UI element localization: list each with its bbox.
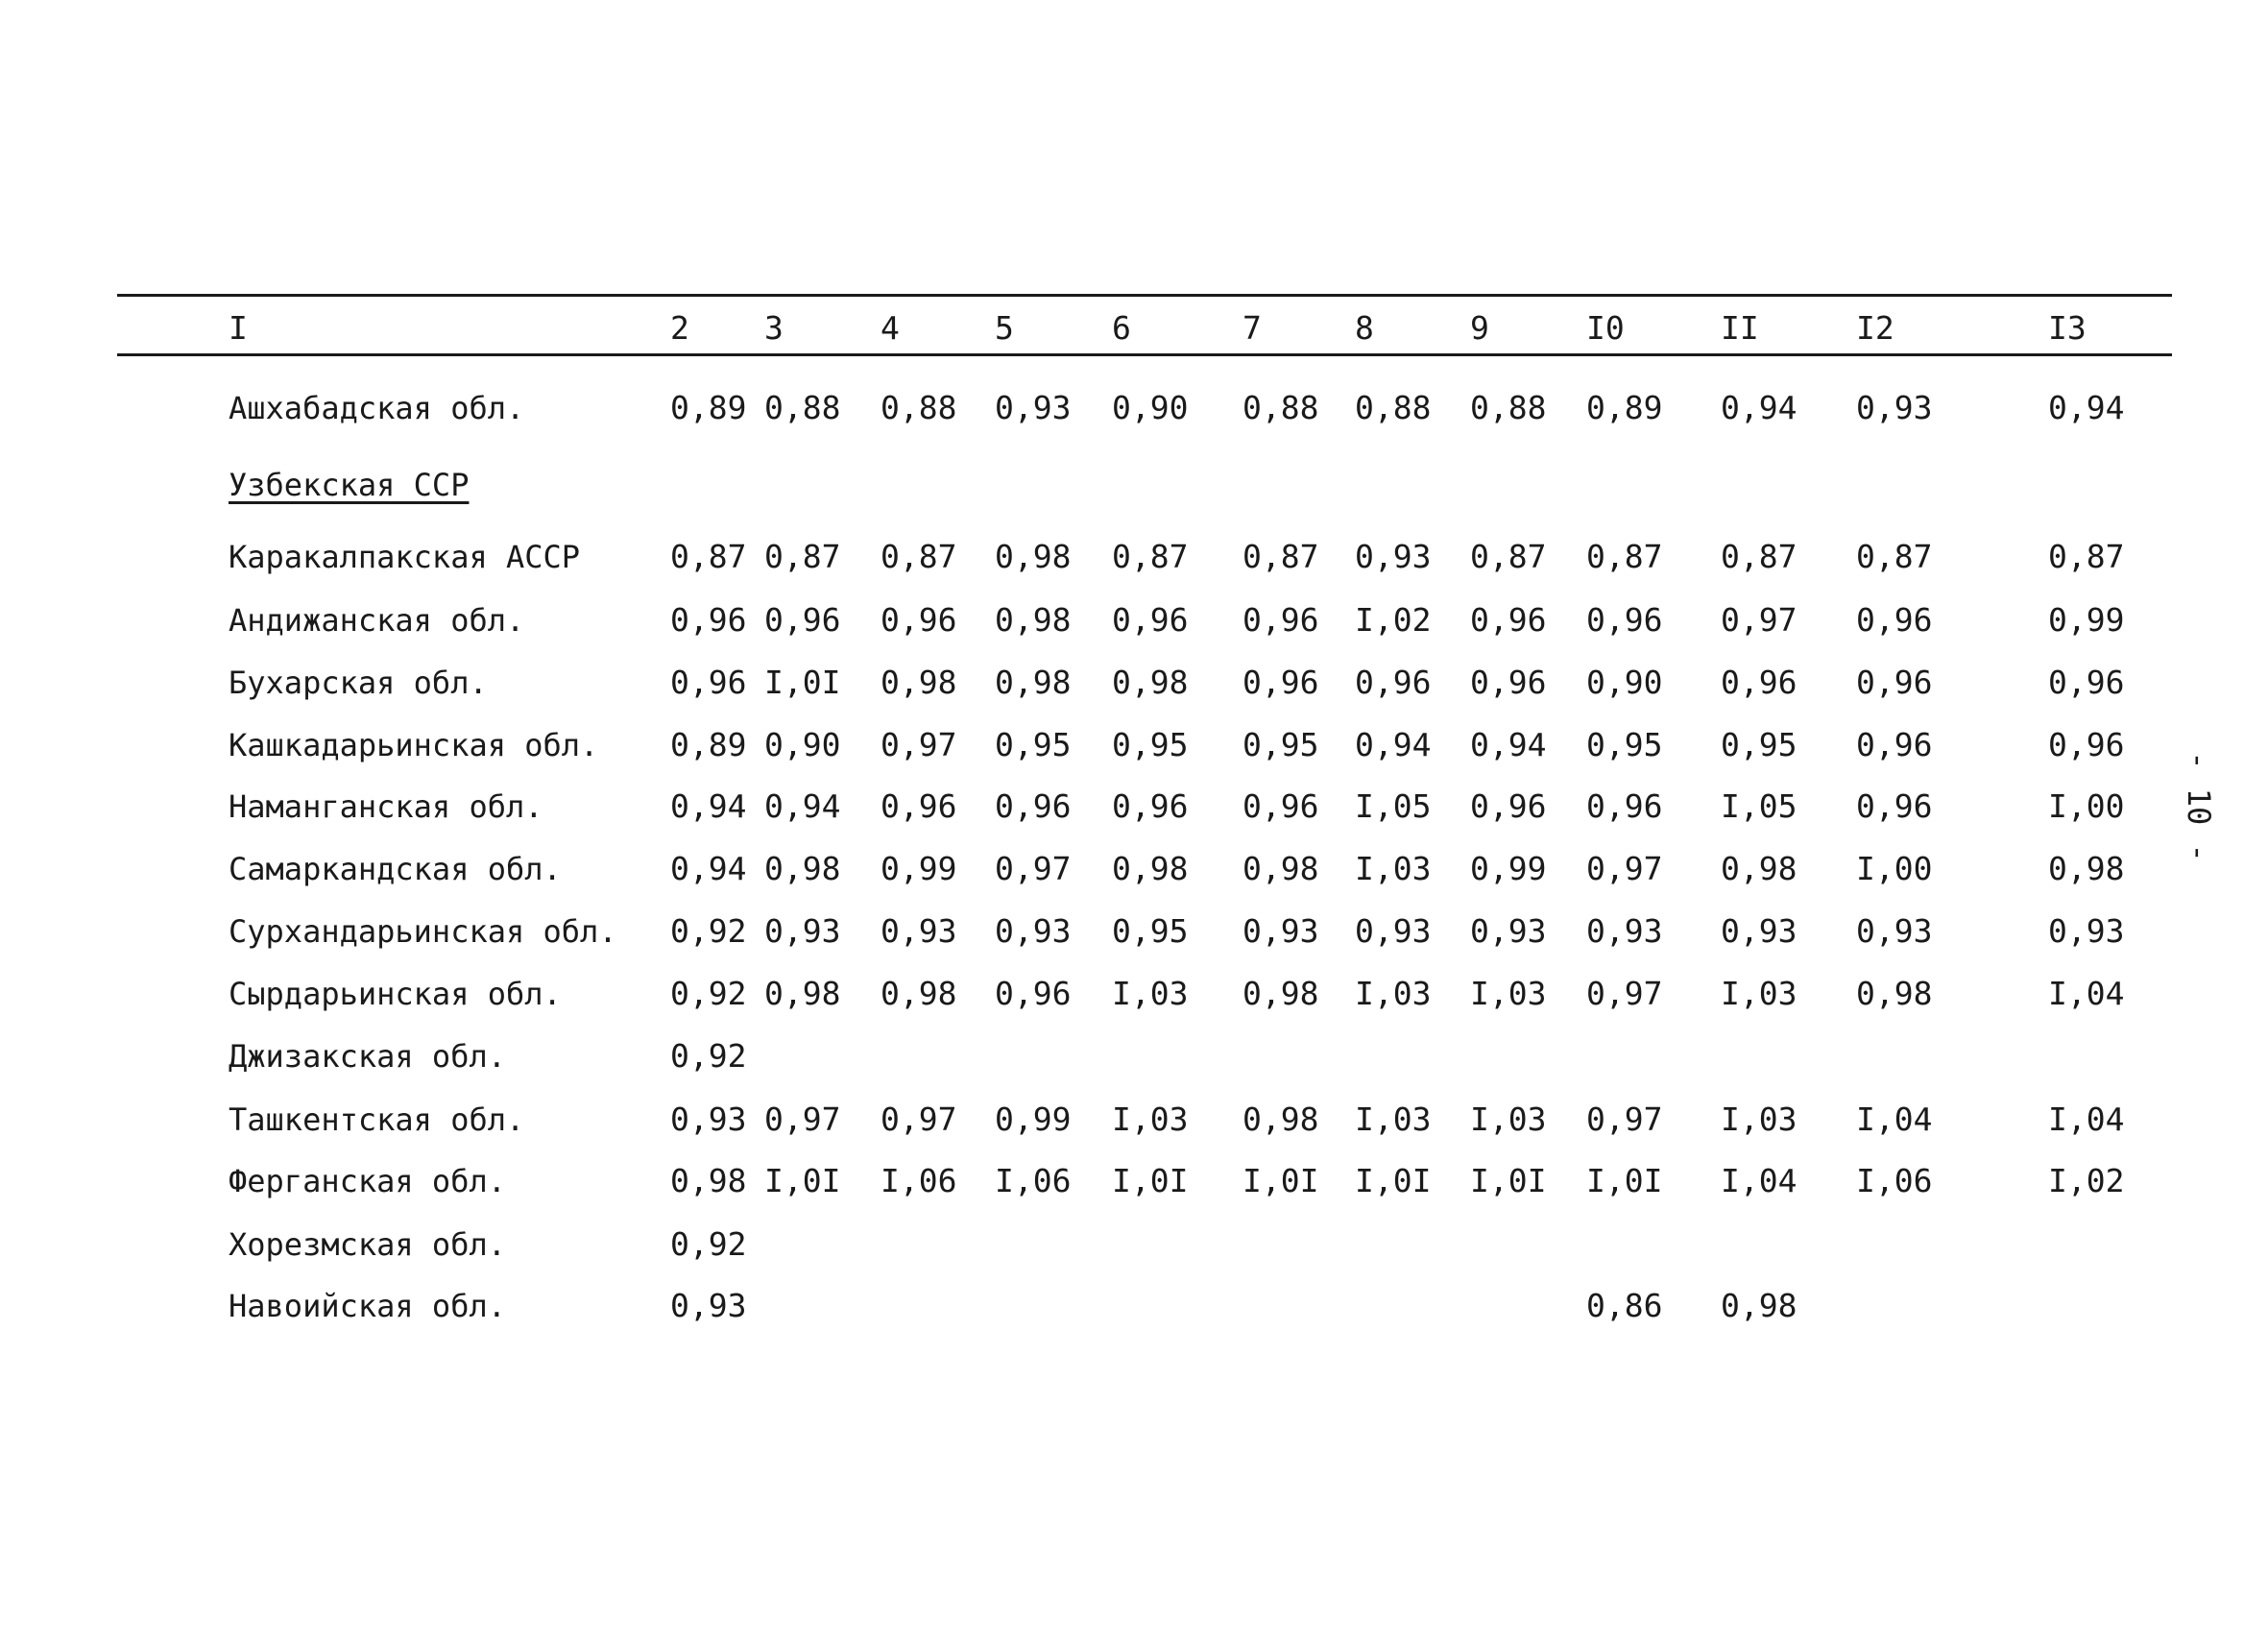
value-cell: 0,96 (1243, 664, 1319, 701)
value-cell: 0,98 (1243, 975, 1319, 1012)
value-cell: I,02 (1355, 601, 1432, 639)
value-cell: I,04 (1856, 1101, 1933, 1138)
value-cell: I,03 (1721, 1101, 1798, 1138)
value-cell: 0,88 (1470, 389, 1547, 426)
value-cell: 0,94 (1721, 389, 1798, 426)
column-header-8: 8 (1355, 309, 1374, 347)
region-name: Сурхандарьинская обл. (229, 913, 617, 950)
region-name: Хорезмская обл. (229, 1226, 506, 1263)
value-cell: 0,87 (1243, 538, 1319, 575)
value-cell: 0,96 (1470, 601, 1547, 639)
region-name: Самаркандская обл. (229, 851, 562, 887)
value-cell: 0,93 (764, 912, 841, 950)
value-cell: 0,94 (2048, 389, 2125, 426)
region-name: Каракалпакская АССР (229, 539, 581, 575)
value-cell: 0,98 (1721, 850, 1798, 887)
column-header-6: 6 (1112, 309, 1131, 347)
section-title: Узбекская ССР (229, 467, 470, 503)
value-cell: I,03 (1355, 975, 1432, 1012)
value-cell: 0,96 (1856, 601, 1933, 639)
value-cell: I,0I (1112, 1162, 1189, 1199)
value-cell: 0,95 (1243, 726, 1319, 763)
value-cell: 0,87 (1856, 538, 1933, 575)
value-cell: I,03 (1355, 1101, 1432, 1138)
value-cell: 0,95 (1721, 726, 1798, 763)
value-cell: 0,98 (881, 664, 957, 701)
value-cell: 0,95 (1112, 912, 1189, 950)
value-cell: 0,98 (764, 975, 841, 1012)
value-cell: I,06 (881, 1162, 957, 1199)
value-cell: 0,98 (1243, 1101, 1319, 1138)
column-header-12: I2 (1856, 309, 1894, 347)
value-cell: 0,96 (881, 601, 957, 639)
value-cell: I,0I (1243, 1162, 1319, 1199)
value-cell: 0,97 (764, 1101, 841, 1138)
value-cell: 0,92 (670, 912, 747, 950)
value-cell: 0,96 (670, 601, 747, 639)
value-cell: 0,94 (764, 787, 841, 825)
value-cell: 0,88 (1243, 389, 1319, 426)
value-cell: 0,96 (1243, 787, 1319, 825)
value-cell: 0,98 (1112, 850, 1189, 887)
region-name: Ферганская обл. (229, 1163, 506, 1199)
value-cell: I,0I (764, 1162, 841, 1199)
value-cell: 0,89 (1586, 389, 1663, 426)
value-cell: 0,96 (1856, 787, 1933, 825)
value-cell: 0,96 (995, 975, 1072, 1012)
value-cell: 0,94 (1355, 726, 1432, 763)
column-header-10: I0 (1586, 309, 1625, 347)
value-cell: I,00 (1856, 850, 1933, 887)
value-cell: 0,92 (670, 1037, 747, 1075)
value-cell: 0,86 (1586, 1287, 1663, 1324)
value-cell: I,05 (1355, 787, 1432, 825)
value-cell: 0,96 (670, 664, 747, 701)
value-cell: 0,99 (2048, 601, 2125, 639)
value-cell: I,03 (1355, 850, 1432, 887)
value-cell: 0,98 (1112, 664, 1189, 701)
value-cell: 0,87 (670, 538, 747, 575)
value-cell: 0,97 (881, 726, 957, 763)
value-cell: I,0I (1470, 1162, 1547, 1199)
value-cell: 0,97 (1721, 601, 1798, 639)
value-cell: 0,93 (995, 912, 1072, 950)
value-cell: 0,96 (1856, 664, 1933, 701)
value-cell: 0,95 (1586, 726, 1663, 763)
value-cell: I,04 (1721, 1162, 1798, 1199)
column-header-9: 9 (1470, 309, 1489, 347)
value-cell: 0,96 (1586, 787, 1663, 825)
value-cell: 0,93 (881, 912, 957, 950)
value-cell: 0,98 (881, 975, 957, 1012)
value-cell: 0,92 (670, 975, 747, 1012)
value-cell: 0,93 (995, 389, 1072, 426)
value-cell: 0,96 (1470, 664, 1547, 701)
value-cell: 0,87 (1586, 538, 1663, 575)
value-cell: I,03 (1470, 1101, 1547, 1138)
value-cell: 0,97 (1586, 975, 1663, 1012)
value-cell: I,02 (2048, 1162, 2125, 1199)
value-cell: 0,98 (995, 664, 1072, 701)
value-cell: 0,97 (1586, 1101, 1663, 1138)
value-cell: 0,99 (1470, 850, 1547, 887)
value-cell: 0,96 (764, 601, 841, 639)
value-cell: I,03 (1112, 1101, 1189, 1138)
value-cell: 0,99 (995, 1101, 1072, 1138)
value-cell: 0,96 (1856, 726, 1933, 763)
value-cell: 0,87 (2048, 538, 2125, 575)
value-cell: 0,96 (1586, 601, 1663, 639)
value-cell: 0,98 (2048, 850, 2125, 887)
value-cell: 0,96 (1470, 787, 1547, 825)
value-cell: 0,97 (881, 1101, 957, 1138)
page-number-side: - 10 - (2180, 751, 2217, 862)
value-cell: 0,89 (670, 389, 747, 426)
value-cell: 0,98 (1856, 975, 1933, 1012)
region-name: Ашхабадская обл. (229, 390, 525, 426)
value-cell: 0,99 (881, 850, 957, 887)
value-cell: 0,94 (670, 850, 747, 887)
value-cell: 0,90 (764, 726, 841, 763)
value-cell: 0,96 (1112, 787, 1189, 825)
region-name: Ташкентская обл. (229, 1101, 525, 1138)
column-header-5: 5 (995, 309, 1014, 347)
value-cell: 0,87 (1112, 538, 1189, 575)
value-cell: 0,93 (1856, 389, 1933, 426)
value-cell: 0,98 (670, 1162, 747, 1199)
column-header-11: II (1721, 309, 1759, 347)
value-cell: 0,94 (1470, 726, 1547, 763)
value-cell: 0,98 (764, 850, 841, 887)
value-cell: I,00 (2048, 787, 2125, 825)
column-header-4: 4 (881, 309, 900, 347)
value-cell: I,06 (995, 1162, 1072, 1199)
value-cell: 0,96 (1112, 601, 1189, 639)
value-cell: I,03 (1470, 975, 1547, 1012)
column-header-13: I3 (2048, 309, 2087, 347)
value-cell: I,0I (1586, 1162, 1663, 1199)
value-cell: 0,89 (670, 726, 747, 763)
column-header-3: 3 (764, 309, 784, 347)
value-cell: 0,93 (1355, 912, 1432, 950)
value-cell: 0,90 (1586, 664, 1663, 701)
value-cell: I,03 (1112, 975, 1189, 1012)
value-cell: 0,97 (1586, 850, 1663, 887)
value-cell: 0,95 (995, 726, 1072, 763)
value-cell: 0,98 (1243, 850, 1319, 887)
value-cell: 0,93 (1470, 912, 1547, 950)
value-cell: 0,87 (881, 538, 957, 575)
value-cell: I,0I (1355, 1162, 1432, 1199)
value-cell: 0,87 (1721, 538, 1798, 575)
region-name: Кашкадарьинская обл. (229, 727, 599, 763)
value-cell: I,0I (764, 664, 841, 701)
value-cell: I,06 (1856, 1162, 1933, 1199)
region-name: Бухарская обл. (229, 665, 488, 701)
value-cell: 0,98 (995, 601, 1072, 639)
value-cell: 0,93 (1856, 912, 1933, 950)
value-cell: 0,90 (1112, 389, 1189, 426)
value-cell: 0,93 (1586, 912, 1663, 950)
value-cell: 0,92 (670, 1225, 747, 1263)
value-cell: 0,96 (995, 787, 1072, 825)
value-cell: I,03 (1721, 975, 1798, 1012)
value-cell: 0,87 (764, 538, 841, 575)
region-name: Джизакская обл. (229, 1038, 506, 1075)
value-cell: 0,96 (1721, 664, 1798, 701)
value-cell: 0,88 (881, 389, 957, 426)
value-cell: I,04 (2048, 1101, 2125, 1138)
value-cell: 0,93 (1243, 912, 1319, 950)
region-name: Навоийская обл. (229, 1288, 506, 1324)
value-cell: 0,96 (1355, 664, 1432, 701)
value-cell: 0,98 (1721, 1287, 1798, 1324)
value-cell: 0,87 (1470, 538, 1547, 575)
value-cell: 0,96 (1243, 601, 1319, 639)
value-cell: 0,96 (2048, 664, 2125, 701)
value-cell: 0,93 (1355, 538, 1432, 575)
value-cell: 0,93 (2048, 912, 2125, 950)
value-cell: 0,88 (764, 389, 841, 426)
column-header-1: I (229, 309, 248, 347)
value-cell: 0,88 (1355, 389, 1432, 426)
value-cell: I,04 (2048, 975, 2125, 1012)
value-cell: 0,93 (1721, 912, 1798, 950)
value-cell: 0,93 (670, 1101, 747, 1138)
value-cell: 0,98 (995, 538, 1072, 575)
value-cell: 0,93 (670, 1287, 747, 1324)
region-name: Андижанская обл. (229, 602, 525, 639)
value-cell: 0,95 (1112, 726, 1189, 763)
table-top-rule (117, 294, 2172, 297)
region-name: Наманганская обл. (229, 788, 543, 825)
column-header-2: 2 (670, 309, 689, 347)
value-cell: 0,94 (670, 787, 747, 825)
value-cell: 0,96 (2048, 726, 2125, 763)
value-cell: I,05 (1721, 787, 1798, 825)
value-cell: 0,97 (995, 850, 1072, 887)
column-header-7: 7 (1243, 309, 1262, 347)
value-cell: 0,96 (881, 787, 957, 825)
table-header-rule (117, 353, 2172, 356)
region-name: Сырдарьинская обл. (229, 976, 562, 1012)
